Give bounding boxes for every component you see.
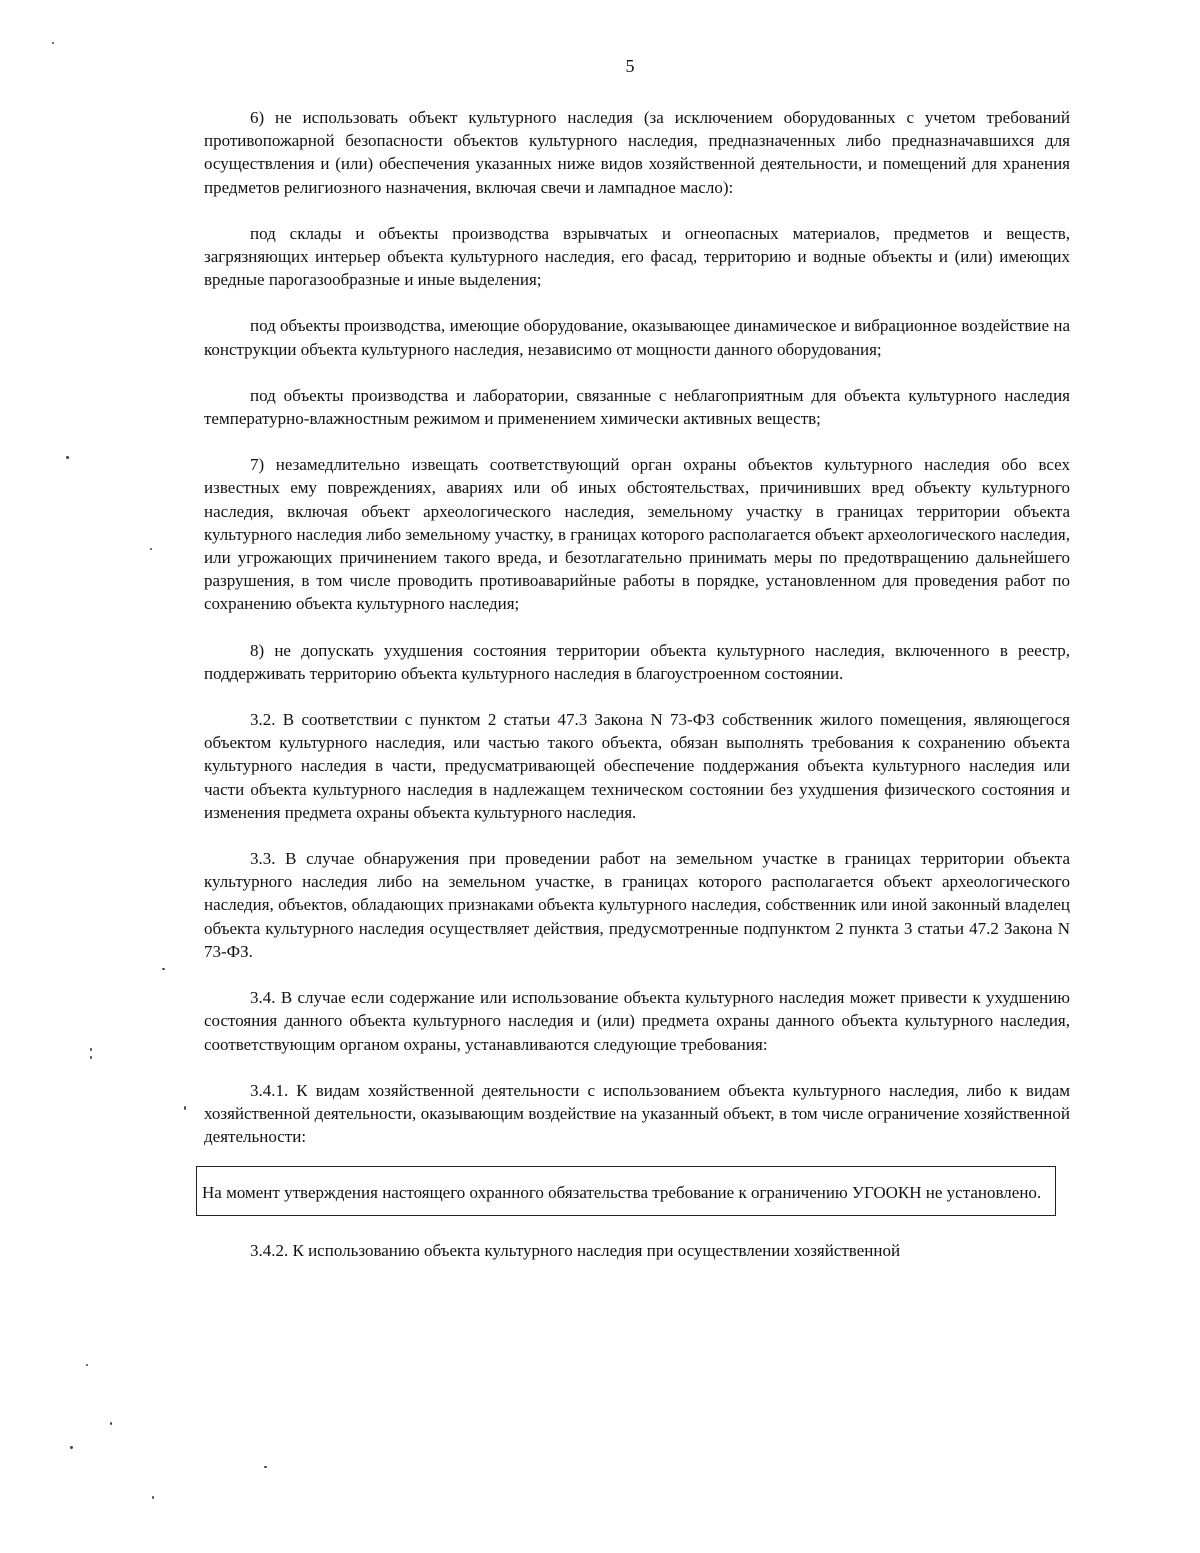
document-body [204,106,1070,1262]
scan-speck [86,1364,88,1366]
paragraph-warehouses: под склады и объекты производства взрывчатых и огнеопасных материалов, предметов и веществ, загрязняющих интерьер объекта культурного наследия, его фасад, территорию и водные объекты и (или) имеющих вредные парогазообразные и иные выделения; [204,223,1070,290]
paragraph-3-4-2: 3.4.2. К использованию объекта культурного наследия при осуществлении хозяйственной [250,1240,901,1260]
paragraph-vibration-equipment: под объекты производства, имеющие оборудование, оказывающее динамическое и вибрационное воздействие на конструкции объекта культурного наследия, независимо от мощности данного оборудования; [204,316,1070,359]
scan-speck [90,1056,92,1059]
scan-speck [152,1496,154,1499]
scan-speck [66,456,69,459]
notice-box [196,1166,1056,1215]
scan-speck [162,968,165,970]
paragraph-3-4: 3.4. В случае если содержание или использование объекта культурного наследия может привести к ухудшению состояния данного объекта культурного наследия и (или) предмета охраны данного объекта культурного наследия, соответствующим органом охраны, устанавливаются следующие требования: [204,988,1070,1054]
scan-speck [110,1422,112,1425]
scan-speck [184,1106,186,1110]
paragraph-3-4-1: 3.4.1. К видам хозяйственной деятельности с использованием объекта культурного наследия, либо к видам хозяйственной деятельности, оказывающим воздействие на указанный объект, в том числе ограничение хозяйственной деятельности: [204,1080,1070,1147]
paragraph-3-2: 3.2. В соответствии с пунктом 2 статьи 47.3 Закона N 73-ФЗ собственник жилого помещения, являющегося объектом культурного наследия, или частью такого объекта, обязан выполнять требования к сохранению объекта культурного наследия в части, предусматривающей обеспечение поддержания объекта культурного наследия или части объекта культурного наследия в надлежащем техническом состоянии без ухудшения физического состояния и изменения предмета охраны объекта культурного наследия. [204,710,1070,822]
scan-speck [70,1446,73,1449]
paragraph-item-8: 8) не допускать ухудшения состояния территории объекта культурного наследия, включенного в реестр, поддерживать территорию объекта культурного наследия в благоустроенном состоянии. [204,640,1070,683]
notice-text: На момент утверждения настоящего охранного обязательства требование к ограничению УГООКН не установлено. [202,1183,1042,1203]
paragraph-3-3: 3.3. В случае обнаружения при проведении работ на земельном участке в границах территории объекта культурного наследия либо на земельном участке, в границах которого располагается объект археологического наследия, объектов, обладающих признаками объекта культурного наследия, собственник или иной законный владелец объекта культурного наследия осуществляет действия, предусмотренные подпунктом 2 пункта 3 статьи 47.2 Закона N 73-ФЗ. [204,849,1070,961]
scan-speck [90,1048,92,1051]
paragraph-item-7: 7) незамедлительно извещать соответствующий орган охраны объектов культурного наследия обо всех известных ему повреждениях, авариях или об иных обстоятельствах, причинивших вред объекту культурного наследия, включая объект археологического наследия, земельному участку в границах территории объекта культурного наследия либо земельному участку, в границах которого располагается объект археологического наследия, или угрожающих причинением такого вреда, и безотлагательно принимать меры по предотвращению дальнейшего разрушения, в том числе проводить противоаварийные работы в порядке, установленном для проведения работ по сохранению объекта культурного наследия; [204,455,1070,614]
paragraph-laboratories: под объекты производства и лаборатории, связанные с неблагоприятным для объекта культурного наследия температурно-влажностным режимом и применением химически активных веществ; [204,385,1070,429]
scan-speck [264,1466,267,1468]
scan-speck [150,548,152,550]
page-number: 5 [625,56,635,76]
scan-speck [52,42,54,44]
paragraph-item-6: 6) не использовать объект культурного наследия (за исключением оборудованных с учетом требований противопожарной безопасности объектов культурного наследия, предназначенных либо предназначавшихся для осуществления и (или) обеспечения указанных ниже видов хозяйственной деятельности, и помещений для хранения предметов религиозного назначения, включая свечи и лампадное масло): [204,108,1070,197]
